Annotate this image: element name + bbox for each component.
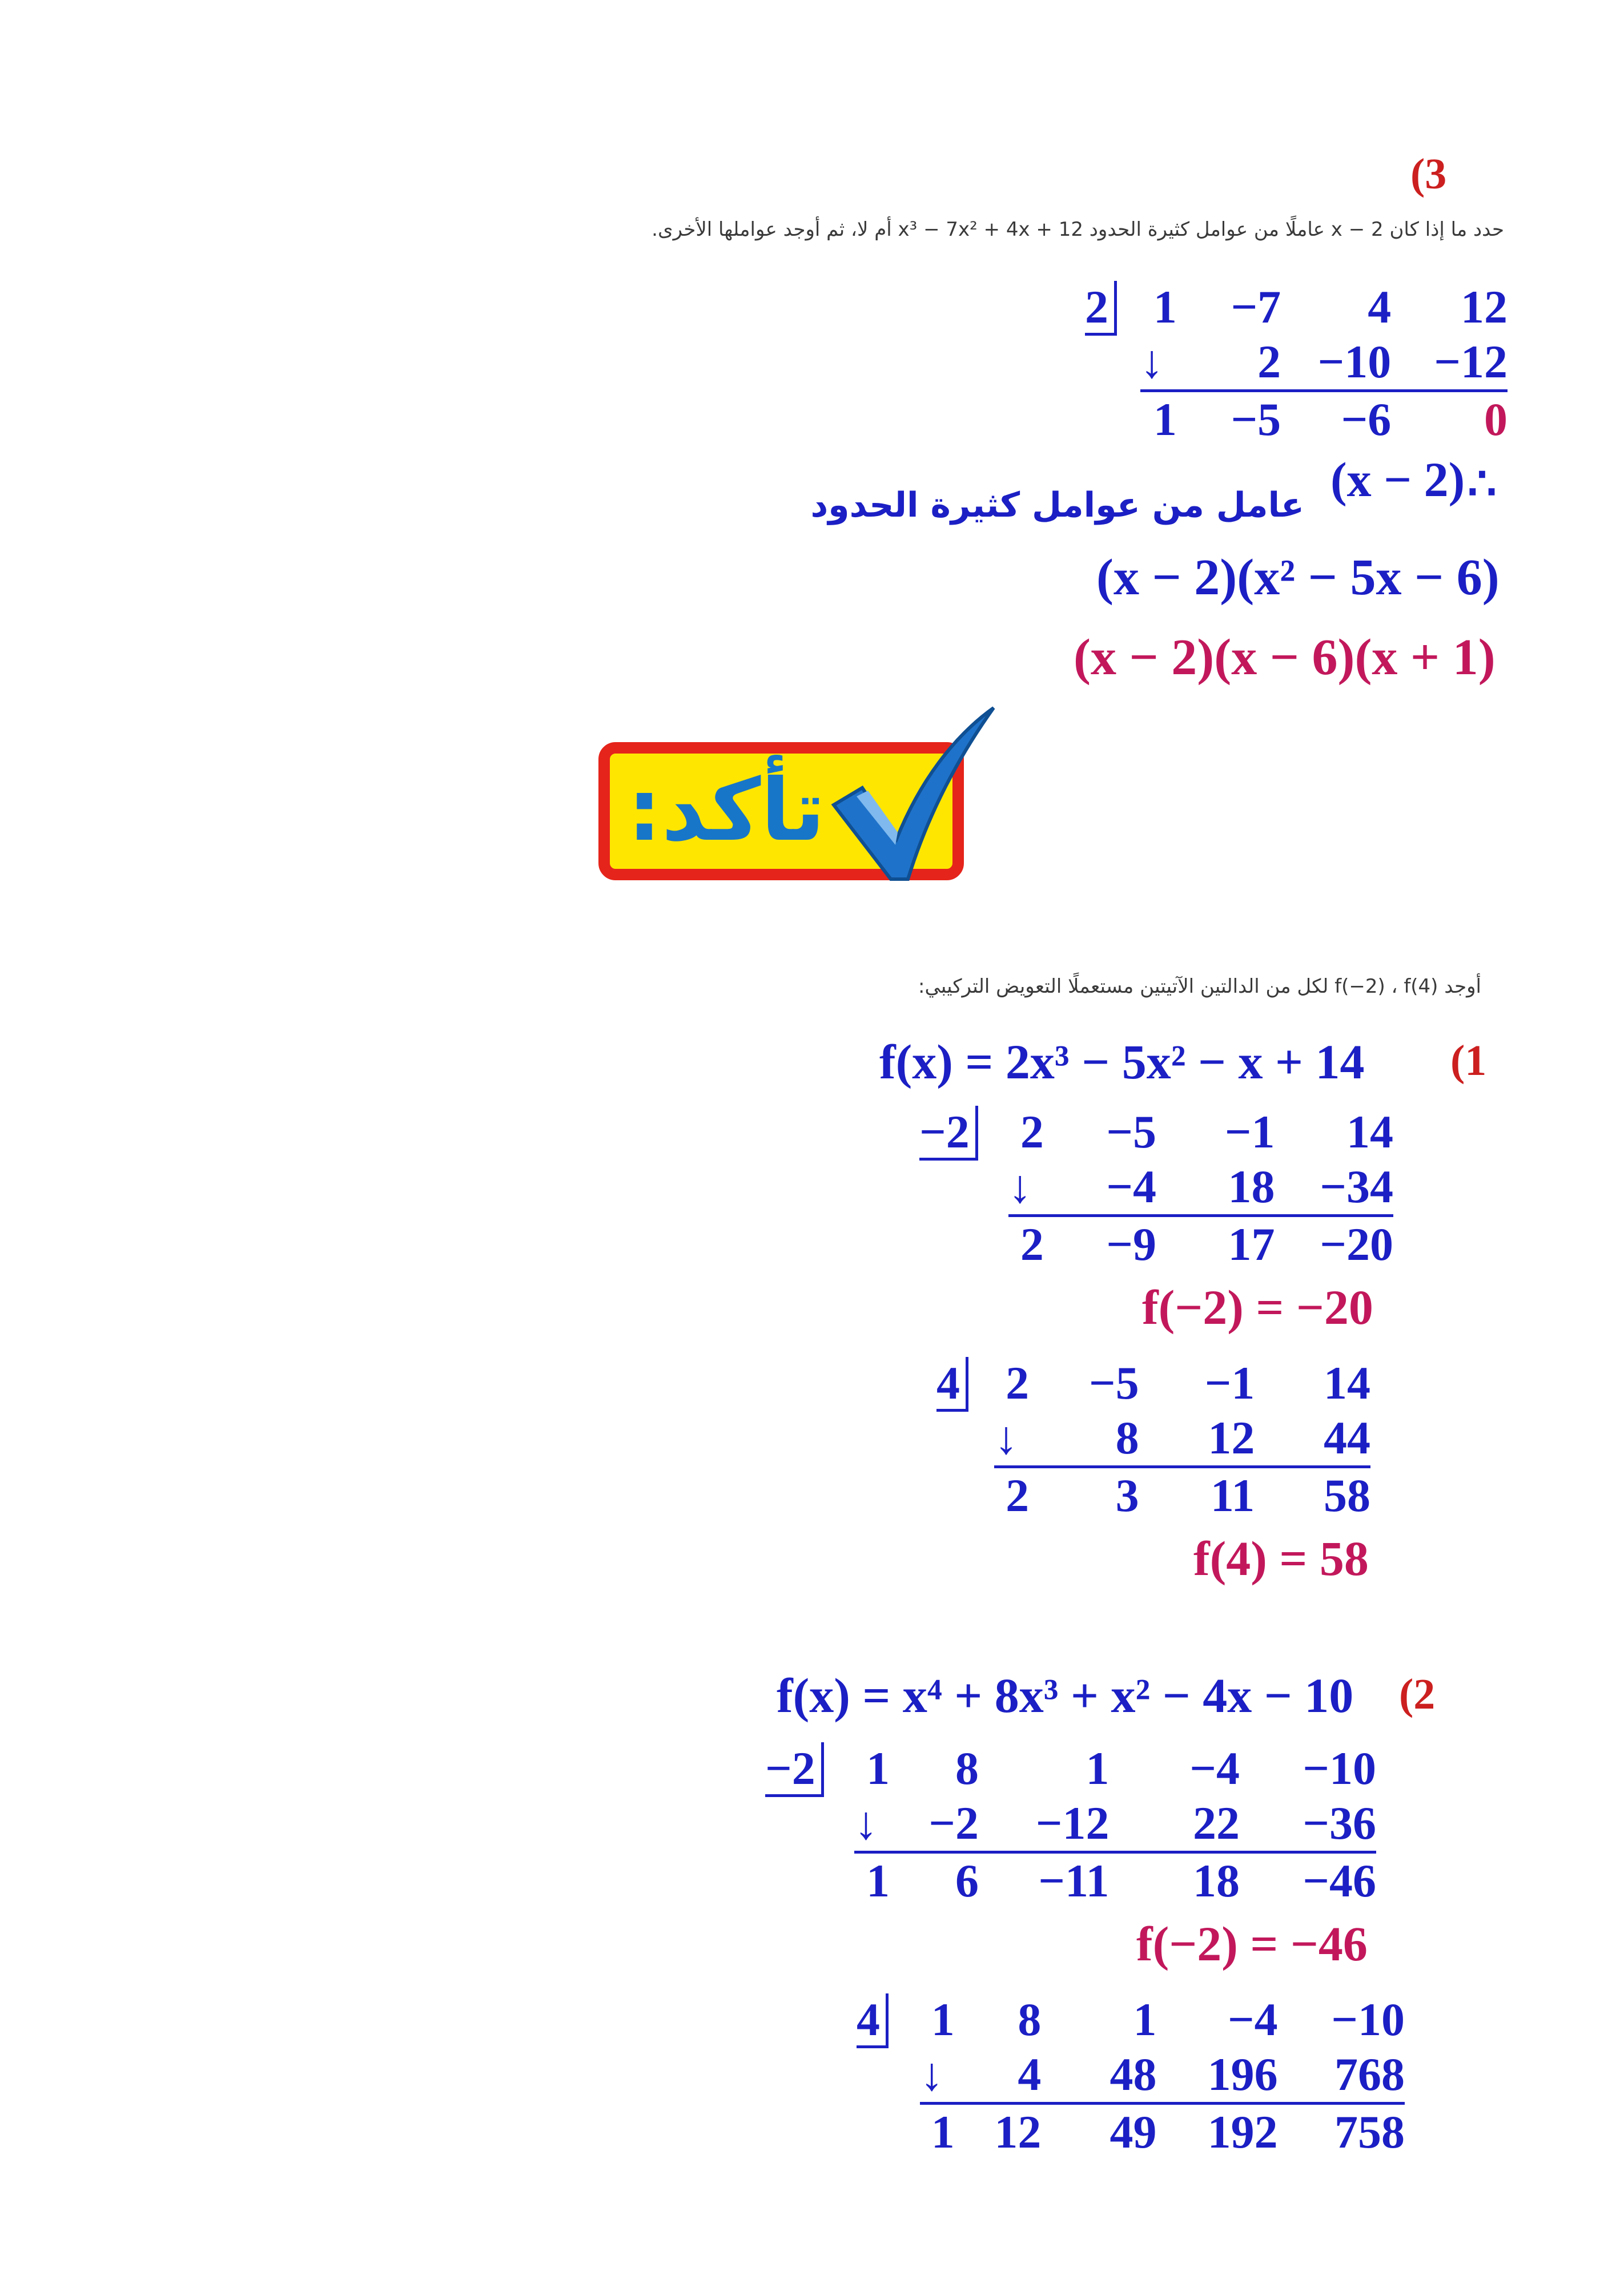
cell: 14 [1346, 1106, 1393, 1158]
divisor: −2 [765, 1742, 824, 1797]
cell: −7 [1231, 281, 1281, 333]
factored-line-2: (x − 2)(x − 6)(x + 1) [1074, 629, 1496, 686]
result-cell: 58 [1255, 1467, 1370, 1524]
function-1: f(x) = 2x³ − 5x² − x + 14 [879, 1034, 1365, 1089]
cell: 2 [1020, 1106, 1044, 1158]
cell: 4 [1018, 2048, 1042, 2100]
result-cell: 6 [890, 1852, 979, 1909]
divisor: 2 [1085, 281, 1117, 336]
cell: 44 [1324, 1412, 1370, 1464]
function-2: f(x) = x⁴ + 8x³ + x² − 4x − 10 [777, 1668, 1354, 1723]
result-cell: 11 [1139, 1467, 1255, 1524]
down-arrow-icon: ↓ [1140, 336, 1164, 388]
result-cell: 12 [955, 2104, 1042, 2160]
cell: −12 [1434, 336, 1508, 388]
checkmark-icon [822, 696, 1005, 891]
result-cell: 49 [1041, 2104, 1156, 2160]
cell: 1 [1133, 1993, 1157, 2045]
result-cell: −11 [979, 1852, 1110, 1909]
cell: 1 [866, 1742, 890, 1794]
cell: −4 [1227, 1993, 1278, 2045]
result-cell: 1 [1140, 391, 1177, 448]
cell: −34 [1320, 1161, 1393, 1213]
divisor: 4 [857, 1993, 889, 2048]
cell: 12 [1208, 1412, 1255, 1464]
cell: −36 [1303, 1797, 1376, 1849]
result-cell: −9 [1044, 1216, 1156, 1272]
cell: 48 [1110, 2048, 1157, 2100]
question-3-instruction: حدد ما إذا كان x − 2 عاملًا من عوامل كثيرة الحدود x³ − 7x² + 4x + 12 أم لا، ثم أوجد عواملها الأخرى. [652, 218, 1504, 241]
cell: 1 [1086, 1742, 1110, 1794]
cell: 2 [1257, 336, 1281, 388]
section-instruction: أوجد f(−2) ، f(4) لكل من الدالتين الآتيتين مستعملًا التعويض التركيبي: [918, 975, 1481, 998]
question-number-3: (3 [1410, 150, 1447, 198]
problem-number-2: (2 [1399, 1670, 1436, 1718]
down-arrow-icon: ↓ [1008, 1161, 1032, 1213]
result-cell: −6 [1281, 391, 1391, 448]
result-cell: 2 [994, 1467, 1029, 1524]
result-cell: 18 [1109, 1852, 1240, 1909]
cell: 8 [1115, 1412, 1139, 1464]
cell: −1 [1224, 1106, 1275, 1158]
result-cell: 3 [1029, 1467, 1139, 1524]
divisor: 4 [936, 1357, 968, 1412]
cell: −5 [1106, 1106, 1156, 1158]
remainder-cell: 0 [1391, 391, 1508, 448]
synthetic-division-p1-b [936, 1356, 1370, 1523]
result-cell: −5 [1177, 391, 1281, 448]
synthetic-division-q3 [1085, 280, 1508, 447]
result-cell: 1 [920, 2104, 955, 2160]
down-arrow-icon: ↓ [994, 1412, 1018, 1464]
result-cell: 2 [1008, 1216, 1044, 1272]
cell: 4 [1368, 281, 1392, 333]
cell: −12 [1035, 1797, 1110, 1849]
conclusion-text: عامل من عوامل كثيرة الحدود [810, 485, 1304, 525]
down-arrow-icon: ↓ [920, 2048, 944, 2100]
cell: 14 [1324, 1357, 1370, 1409]
cell: 1 [1153, 281, 1177, 333]
synthetic-division-p2-a [765, 1741, 1376, 1908]
cell: 12 [1461, 281, 1508, 333]
answer-2a: f(−2) = −46 [1136, 1916, 1368, 1971]
factor-expression: (x − 2) [1330, 452, 1465, 507]
therefore-symbol: ∴ [1468, 459, 1497, 509]
cell: −4 [1189, 1742, 1240, 1794]
cell: −4 [1106, 1161, 1156, 1213]
cell: 768 [1334, 2048, 1405, 2100]
result-cell: −46 [1240, 1852, 1376, 1909]
cell: 8 [955, 1742, 979, 1794]
cell: 18 [1228, 1161, 1275, 1213]
answer-1b: f(4) = 58 [1193, 1531, 1369, 1586]
down-arrow-icon: ↓ [854, 1797, 878, 1849]
cell: −1 [1204, 1357, 1255, 1409]
check-banner-label: تأكد: [627, 761, 825, 860]
cell: −10 [1303, 1742, 1376, 1794]
factored-line-1: (x − 2)(x² − 5x − 6) [1096, 549, 1500, 606]
result-cell: 758 [1278, 2104, 1405, 2160]
cell: −10 [1317, 336, 1392, 388]
result-cell: 192 [1156, 2104, 1277, 2160]
cell: 22 [1193, 1797, 1240, 1849]
result-cell: 1 [854, 1852, 890, 1909]
problem-number-1: (1 [1450, 1037, 1487, 1085]
cell: 196 [1207, 2048, 1278, 2100]
cell: −5 [1088, 1357, 1139, 1409]
result-cell: 17 [1156, 1216, 1275, 1272]
synthetic-division-p1-a [919, 1105, 1393, 1272]
result-cell: −20 [1275, 1216, 1394, 1272]
answer-1a: f(−2) = −20 [1142, 1280, 1373, 1335]
synthetic-division-p2-b [857, 1992, 1405, 2160]
divisor: −2 [919, 1106, 978, 1161]
cell: −10 [1331, 1993, 1405, 2045]
cell: −2 [928, 1797, 979, 1849]
cell: 1 [931, 1993, 955, 2045]
cell: 8 [1018, 1993, 1042, 2045]
cell: 2 [1006, 1357, 1030, 1409]
